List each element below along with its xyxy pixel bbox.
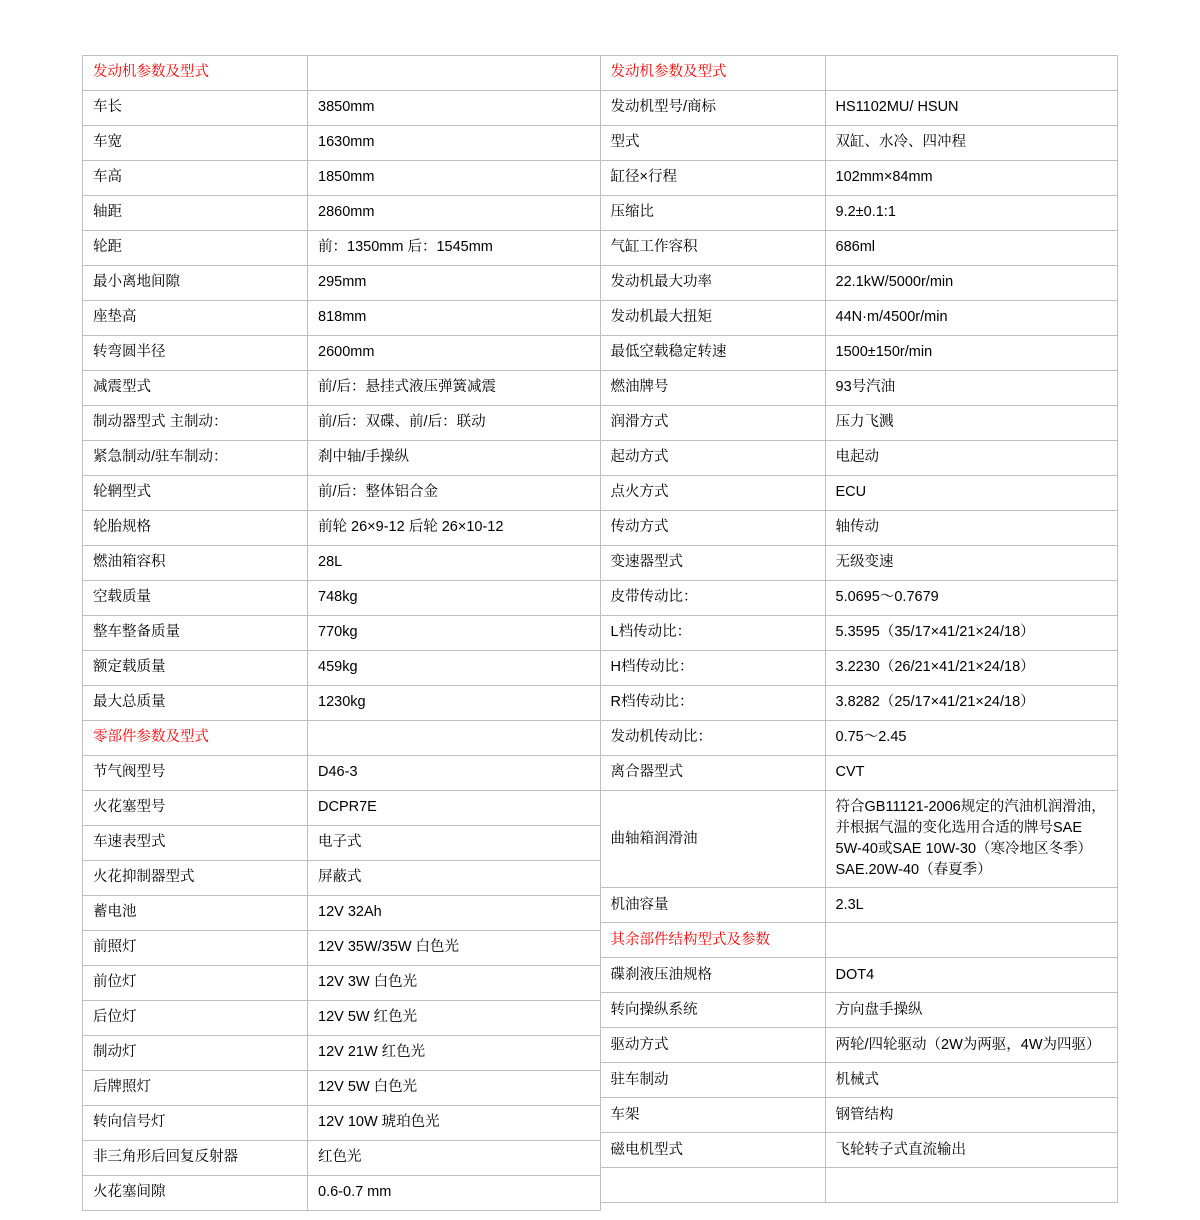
table-row bbox=[83, 931, 600, 966]
left-spec-table bbox=[83, 56, 601, 1211]
empty-cell bbox=[825, 1168, 1117, 1203]
row-label: 发动机最大功率 bbox=[601, 266, 826, 301]
row-label: 车架 bbox=[601, 1098, 826, 1133]
left-column bbox=[83, 56, 601, 1211]
row-value: 2.3L bbox=[825, 888, 1117, 923]
row-label: 发动机型号/商标 bbox=[601, 91, 826, 126]
table-row bbox=[83, 231, 600, 266]
row-value: 电子式 bbox=[308, 826, 600, 861]
row-value: 钢管结构 bbox=[825, 1098, 1117, 1133]
row-label: 非三角形后回复反射器 bbox=[83, 1141, 308, 1176]
table-row bbox=[601, 686, 1118, 721]
row-value: DCPR7E bbox=[308, 791, 600, 826]
table-row bbox=[83, 651, 600, 686]
table-row bbox=[601, 1063, 1118, 1098]
row-label: H档传动比： bbox=[601, 651, 826, 686]
row-value: 295mm bbox=[308, 266, 600, 301]
row-label: 空载质量 bbox=[83, 581, 308, 616]
table-row bbox=[83, 546, 600, 581]
row-label: 轮距 bbox=[83, 231, 308, 266]
row-label: 转向信号灯 bbox=[83, 1106, 308, 1141]
row-label: 变速器型式 bbox=[601, 546, 826, 581]
row-value: 1630mm bbox=[308, 126, 600, 161]
row-label: 最小离地间隙 bbox=[83, 266, 308, 301]
row-value: 轴传动 bbox=[825, 511, 1117, 546]
table-row bbox=[601, 1098, 1118, 1133]
right-spec-table bbox=[601, 56, 1119, 1203]
row-value: 102mm×84mm bbox=[825, 161, 1117, 196]
table-row-empty bbox=[601, 1168, 1118, 1203]
row-label: 制动器型式 主制动： bbox=[83, 406, 308, 441]
table-row bbox=[83, 406, 600, 441]
table-row bbox=[601, 616, 1118, 651]
row-label: 磁电机型式 bbox=[601, 1133, 826, 1168]
row-value: 两轮/四轮驱动（2W为两驱，4W为四驱） bbox=[825, 1028, 1117, 1063]
row-label: 压缩比 bbox=[601, 196, 826, 231]
row-value: 0.75～2.45 bbox=[825, 721, 1117, 756]
table-row bbox=[601, 756, 1118, 791]
row-value: 9.2±0.1:1 bbox=[825, 196, 1117, 231]
row-label: 蓄电池 bbox=[83, 896, 308, 931]
row-value: HS1102MU/ HSUN bbox=[825, 91, 1117, 126]
row-value: 符合GB11121-2006规定的汽油机润滑油，并根据气温的变化选用合适的牌号SAE 5W-40或SAE 10W-30（寒冷地区冬季）SAE.20W-40（春夏季） bbox=[825, 791, 1117, 888]
row-label: 前照灯 bbox=[83, 931, 308, 966]
row-value: 2860mm bbox=[308, 196, 600, 231]
row-label: 皮带传动比： bbox=[601, 581, 826, 616]
row-label: 火花抑制器型式 bbox=[83, 861, 308, 896]
row-label: 缸径×行程 bbox=[601, 161, 826, 196]
row-label: 机油容量 bbox=[601, 888, 826, 923]
section-title-right-2-blank bbox=[825, 923, 1117, 958]
row-value: 3850mm bbox=[308, 91, 600, 126]
row-value: 电起动 bbox=[825, 441, 1117, 476]
row-label: 点火方式 bbox=[601, 476, 826, 511]
table-row bbox=[83, 826, 600, 861]
table-row bbox=[601, 231, 1118, 266]
row-label: 车长 bbox=[83, 91, 308, 126]
section-title-left-1-blank bbox=[308, 56, 600, 91]
row-value: 770kg bbox=[308, 616, 600, 651]
table-row bbox=[601, 126, 1118, 161]
row-value: 1500±150r/min bbox=[825, 336, 1117, 371]
row-value: 12V 5W 白色光 bbox=[308, 1071, 600, 1106]
row-value: 12V 10W 琥珀色光 bbox=[308, 1106, 600, 1141]
row-value: ECU bbox=[825, 476, 1117, 511]
row-value: 5.0695～0.7679 bbox=[825, 581, 1117, 616]
section-title-right-2: 其余部件结构型式及参数 bbox=[601, 923, 826, 958]
row-label: 转向操纵系统 bbox=[601, 993, 826, 1028]
table-row bbox=[83, 1001, 600, 1036]
row-label: 传动方式 bbox=[601, 511, 826, 546]
row-label: 火花塞间隙 bbox=[83, 1176, 308, 1211]
table-row bbox=[601, 476, 1118, 511]
row-value: 12V 21W 红色光 bbox=[308, 1036, 600, 1071]
table-row bbox=[601, 196, 1118, 231]
table-row bbox=[83, 966, 600, 1001]
row-label: 燃油箱容积 bbox=[83, 546, 308, 581]
table-row bbox=[83, 91, 600, 126]
row-value: 前/后：整体铝合金 bbox=[308, 476, 600, 511]
row-value: 3.2230（26/21×41/21×24/18） bbox=[825, 651, 1117, 686]
table-row bbox=[83, 196, 600, 231]
row-label: 气缸工作容积 bbox=[601, 231, 826, 266]
table-row bbox=[601, 301, 1118, 336]
table-row bbox=[83, 581, 600, 616]
table-row bbox=[83, 511, 600, 546]
row-value: 12V 3W 白色光 bbox=[308, 966, 600, 1001]
table-row bbox=[601, 511, 1118, 546]
row-value: 1850mm bbox=[308, 161, 600, 196]
row-value: 无级变速 bbox=[825, 546, 1117, 581]
section-heading-row bbox=[601, 923, 1118, 958]
table-row bbox=[83, 441, 600, 476]
table-row bbox=[601, 958, 1118, 993]
row-value: DOT4 bbox=[825, 958, 1117, 993]
table-row bbox=[601, 581, 1118, 616]
table-row bbox=[601, 336, 1118, 371]
row-label: 节气阀型号 bbox=[83, 756, 308, 791]
row-value: 12V 5W 红色光 bbox=[308, 1001, 600, 1036]
row-label: 离合器型式 bbox=[601, 756, 826, 791]
row-value: 刹中轴/手操纵 bbox=[308, 441, 600, 476]
row-label: 最低空载稳定转速 bbox=[601, 336, 826, 371]
row-value: 686ml bbox=[825, 231, 1117, 266]
row-label: 驱动方式 bbox=[601, 1028, 826, 1063]
section-heading-row bbox=[601, 56, 1118, 91]
row-label: 车速表型式 bbox=[83, 826, 308, 861]
section-heading-row bbox=[83, 56, 600, 91]
row-label: 曲轴箱润滑油 bbox=[601, 791, 826, 888]
table-row bbox=[601, 721, 1118, 756]
row-label: 紧急制动/驻车制动： bbox=[83, 441, 308, 476]
row-label: 整车整备质量 bbox=[83, 616, 308, 651]
table-row bbox=[601, 161, 1118, 196]
table-row bbox=[83, 861, 600, 896]
row-label: L档传动比： bbox=[601, 616, 826, 651]
row-label: R档传动比： bbox=[601, 686, 826, 721]
table-row bbox=[601, 993, 1118, 1028]
row-label: 发动机传动比： bbox=[601, 721, 826, 756]
row-value: 22.1kW/5000r/min bbox=[825, 266, 1117, 301]
table-row bbox=[601, 371, 1118, 406]
section-title-left-2-blank bbox=[308, 721, 600, 756]
row-label: 最大总质量 bbox=[83, 686, 308, 721]
table-row bbox=[601, 791, 1118, 888]
row-label: 座垫高 bbox=[83, 301, 308, 336]
row-label: 车高 bbox=[83, 161, 308, 196]
row-label: 起动方式 bbox=[601, 441, 826, 476]
row-value: 前轮 26×9-12 后轮 26×10-12 bbox=[308, 511, 600, 546]
row-value: 459kg bbox=[308, 651, 600, 686]
table-row bbox=[601, 546, 1118, 581]
row-label: 前位灯 bbox=[83, 966, 308, 1001]
row-label: 型式 bbox=[601, 126, 826, 161]
row-label: 发动机最大扭矩 bbox=[601, 301, 826, 336]
row-label: 减震型式 bbox=[83, 371, 308, 406]
row-value: 前：1350mm 后：1545mm bbox=[308, 231, 600, 266]
table-row bbox=[83, 791, 600, 826]
table-row bbox=[83, 756, 600, 791]
row-value: 机械式 bbox=[825, 1063, 1117, 1098]
row-label: 轮辋型式 bbox=[83, 476, 308, 511]
row-value: 压力飞溅 bbox=[825, 406, 1117, 441]
row-label: 润滑方式 bbox=[601, 406, 826, 441]
section-title-right-1: 发动机参数及型式 bbox=[601, 56, 826, 91]
row-label: 燃油牌号 bbox=[601, 371, 826, 406]
table-row bbox=[83, 371, 600, 406]
empty-cell bbox=[601, 1168, 826, 1203]
table-row bbox=[83, 126, 600, 161]
row-label: 额定载质量 bbox=[83, 651, 308, 686]
section-heading-row bbox=[83, 721, 600, 756]
table-row bbox=[83, 686, 600, 721]
table-row bbox=[83, 616, 600, 651]
table-row bbox=[601, 888, 1118, 923]
table-row bbox=[83, 1071, 600, 1106]
row-value: 93号汽油 bbox=[825, 371, 1117, 406]
row-label: 驻车制动 bbox=[601, 1063, 826, 1098]
row-label: 制动灯 bbox=[83, 1036, 308, 1071]
table-row bbox=[601, 406, 1118, 441]
row-value: 12V 32Ah bbox=[308, 896, 600, 931]
section-title-right-1-blank bbox=[825, 56, 1117, 91]
row-value: 屏蔽式 bbox=[308, 861, 600, 896]
table-row bbox=[83, 476, 600, 511]
row-label: 轴距 bbox=[83, 196, 308, 231]
row-value: 前/后：双碟、前/后：联动 bbox=[308, 406, 600, 441]
row-value: 44N·m/4500r/min bbox=[825, 301, 1117, 336]
row-value: 3.8282（25/17×41/21×24/18） bbox=[825, 686, 1117, 721]
row-value: 前/后：悬挂式液压弹簧减震 bbox=[308, 371, 600, 406]
row-label: 碟刹液压油规格 bbox=[601, 958, 826, 993]
row-value: 28L bbox=[308, 546, 600, 581]
table-row bbox=[83, 896, 600, 931]
table-row bbox=[83, 266, 600, 301]
table-row bbox=[83, 1176, 600, 1211]
row-label: 火花塞型号 bbox=[83, 791, 308, 826]
table-row bbox=[83, 1106, 600, 1141]
section-title-left-2: 零部件参数及型式 bbox=[83, 721, 308, 756]
row-value: D46-3 bbox=[308, 756, 600, 791]
row-label: 后牌照灯 bbox=[83, 1071, 308, 1106]
table-row bbox=[83, 301, 600, 336]
table-row bbox=[601, 91, 1118, 126]
specification-table bbox=[82, 55, 1118, 1211]
table-row bbox=[601, 441, 1118, 476]
row-value: 1230kg bbox=[308, 686, 600, 721]
row-value: 818mm bbox=[308, 301, 600, 336]
table-row bbox=[601, 1133, 1118, 1168]
table-row bbox=[83, 336, 600, 371]
row-value: 2600mm bbox=[308, 336, 600, 371]
right-column bbox=[601, 56, 1119, 1211]
row-value: 12V 35W/35W 白色光 bbox=[308, 931, 600, 966]
table-row bbox=[601, 266, 1118, 301]
row-value: 飞轮转子式直流输出 bbox=[825, 1133, 1117, 1168]
row-value: 0.6-0.7 mm bbox=[308, 1176, 600, 1211]
section-title-left-1: 发动机参数及型式 bbox=[83, 56, 308, 91]
row-value: 红色光 bbox=[308, 1141, 600, 1176]
row-value: CVT bbox=[825, 756, 1117, 791]
table-row bbox=[601, 1028, 1118, 1063]
table-row bbox=[83, 161, 600, 196]
row-label: 转弯圆半径 bbox=[83, 336, 308, 371]
row-label: 车宽 bbox=[83, 126, 308, 161]
table-row bbox=[83, 1036, 600, 1071]
row-value: 双缸、水冷、四冲程 bbox=[825, 126, 1117, 161]
table-row bbox=[601, 651, 1118, 686]
row-value: 5.3595（35/17×41/21×24/18） bbox=[825, 616, 1117, 651]
row-label: 轮胎规格 bbox=[83, 511, 308, 546]
row-label: 后位灯 bbox=[83, 1001, 308, 1036]
row-value: 748kg bbox=[308, 581, 600, 616]
row-value: 方向盘手操纵 bbox=[825, 993, 1117, 1028]
table-row bbox=[83, 1141, 600, 1176]
